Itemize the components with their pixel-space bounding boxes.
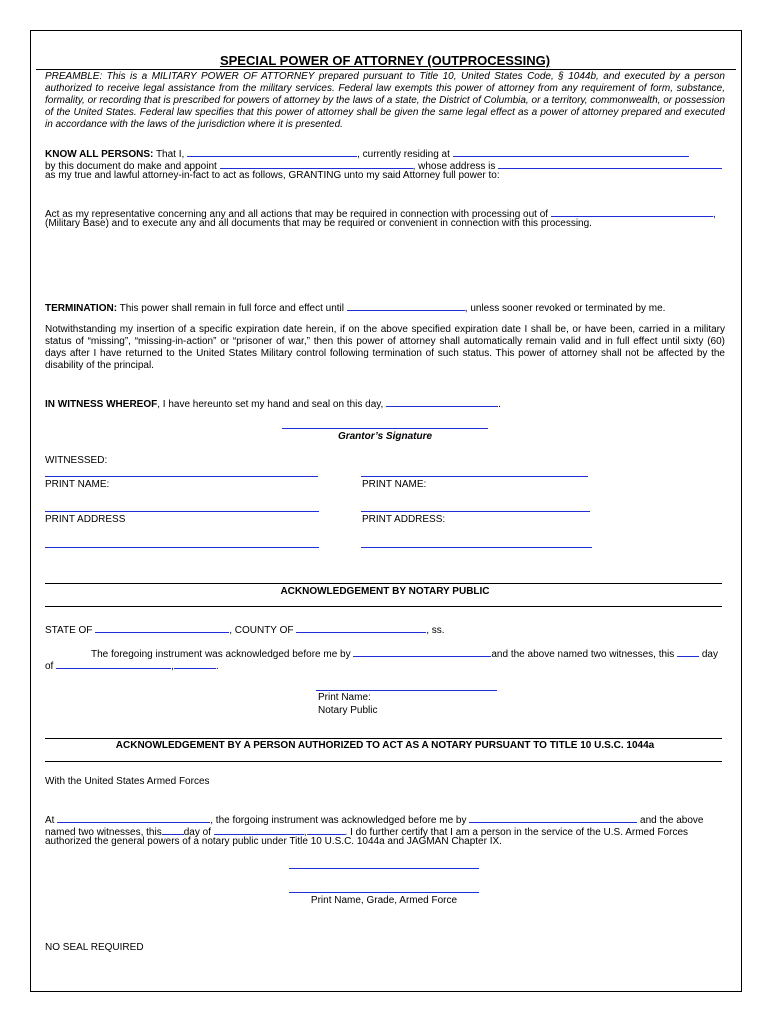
witness-1-print-name-label: PRINT NAME:: [45, 479, 110, 490]
notary-rule-bottom: [45, 606, 722, 607]
notary-year-field[interactable]: [174, 658, 216, 669]
signing-date-field[interactable]: [386, 396, 498, 407]
know-line-2: by this document do make and appoint , whose address is: [45, 158, 722, 173]
act-line-2: (Military Base) and to execute any and all documents that may be required or convenient in connection with this processing.: [45, 218, 592, 229]
military-base-field[interactable]: [551, 206, 713, 217]
state-field[interactable]: [95, 622, 229, 633]
know-label: KNOW ALL PERSONS:: [45, 149, 154, 160]
know-line-1: KNOW ALL PERSONS: That I, , currently residing at: [45, 146, 689, 161]
no-seal-label: NO SEAL REQUIRED: [45, 942, 144, 953]
foregoing-line-2: of , .: [45, 658, 219, 673]
witness-1-print-address-label: PRINT ADDRESS: [45, 514, 126, 525]
notary-signature-field[interactable]: [316, 690, 497, 691]
termination-date-field[interactable]: [347, 300, 465, 311]
witness-whereof-line: IN WITNESS WHEREOF, I have hereunto set my hand and seal on this day, .: [45, 396, 501, 411]
witness-2-print-name-label: PRINT NAME:: [362, 479, 427, 490]
notwithstanding-text: Notwithstanding my insertion of a specific expiration date herein, if on the above specified expiration date I shall be, or have been, carried in a military status of “missing”, “missing-in-action” or “prisoner of war,” then this power of attorney shall automatically remain valid and in full effect until sixty (60) days after I have returned to the United States Military control following termination of such status. This power of attorney shall not be affected by the disability of the principal.: [45, 324, 725, 371]
grantor-signature-field[interactable]: [282, 428, 488, 429]
notary-print-name-label: Print Name:: [318, 692, 371, 703]
at-line-2: named two witnesses, this day of , . I do further certify that I am a person in the service of the U.S. Armed Forces: [45, 824, 688, 839]
witness-whereof-label: IN WITNESS WHEREOF: [45, 399, 158, 410]
armed-signature-line-1[interactable]: [289, 868, 479, 869]
foregoing-line-1: The foregoing instrument was acknowledged before me by and the above named two witnesses, this day: [91, 646, 718, 661]
notary-public-label: Notary Public: [318, 705, 378, 716]
preamble-text: PREAMBLE: This is a MILITARY POWER OF ATTORNEY prepared pursuant to Title 10, United States Code, § 1044b, and executed by a person authorized to receive legal assistance from the military services. Federal law exempts this power of attorney from any requirement of form, substance, formality, or recording that is prescribed for powers of attorney by the laws of a state, the District of Columbia, or a territory, commonwealth, or possession of the United States. Federal law specifies that this power of attorney shall be given the same legal effect as a power of attorney prepared and executed in accordance with the laws of the jurisdiction where it is presented.: [45, 71, 725, 130]
witness-2-name-field[interactable]: [361, 511, 590, 512]
at-line-3: authorized the general powers of a notary public under Title 10 U.S.C. 1044a and JAGMAN Chapter IX.: [45, 836, 502, 847]
armed-heading: ACKNOWLEDGEMENT BY A PERSON AUTHORIZED TO ACT AS A NOTARY PURSUANT TO TITLE 10 U.S.C. 1044a: [115, 740, 655, 751]
title-rule: [36, 69, 736, 70]
armed-rule-bottom: [45, 761, 722, 762]
grantor-signature-label: Grantor’s Signature: [337, 431, 433, 442]
armed-rule-top: [45, 738, 722, 739]
know-line-3: as my true and lawful attorney-in-fact to act as follows, GRANTING unto my said Attorney full power to:: [45, 170, 500, 181]
notary-month-field[interactable]: [56, 658, 171, 669]
witness-1-signature-field[interactable]: [45, 476, 318, 477]
county-field[interactable]: [296, 622, 426, 633]
state-county-line: STATE OF , COUNTY OF , ss.: [45, 622, 445, 637]
witness-2-signature-field[interactable]: [361, 476, 588, 477]
notary-rule-top: [45, 583, 722, 584]
armed-signature-line-2[interactable]: [289, 892, 479, 893]
at-line-1: At , the forgoing instrument was acknowledged before me by and the above: [45, 812, 703, 827]
termination-line: TERMINATION: This power shall remain in full force and effect until , unless sooner revoked or terminated by me.: [45, 300, 665, 315]
notary-day-field[interactable]: [677, 646, 699, 657]
armed-day-field[interactable]: [162, 824, 184, 835]
termination-label: TERMINATION:: [45, 303, 118, 314]
armed-forces-label: With the United States Armed Forces: [45, 776, 210, 787]
grantor-residence-field[interactable]: [453, 146, 689, 157]
witness-2-print-address-label: PRINT ADDRESS:: [362, 514, 446, 525]
attorney-name-field[interactable]: [220, 158, 413, 169]
witness-1-name-field[interactable]: [45, 511, 319, 512]
grantor-name-field[interactable]: [187, 146, 357, 157]
armed-acknowledged-by-field[interactable]: [469, 812, 637, 823]
attorney-address-field[interactable]: [498, 158, 722, 169]
acknowledged-by-field[interactable]: [353, 646, 491, 657]
at-location-field[interactable]: [57, 812, 210, 823]
armed-year-field[interactable]: [307, 824, 345, 835]
act-line-1: Act as my representative concerning any and all actions that may be required in connection with processing out of ,: [45, 206, 716, 221]
page-title: SPECIAL POWER OF ATTORNEY (OUTPROCESSING): [219, 53, 551, 68]
print-name-grade-label: Print Name, Grade, Armed Force: [310, 895, 458, 906]
witnessed-label: WITNESSED:: [45, 455, 108, 466]
armed-month-field[interactable]: [214, 824, 304, 835]
notary-heading: ACKNOWLEDGEMENT BY NOTARY PUBLIC: [280, 586, 490, 597]
witness-2-address-field[interactable]: [361, 547, 592, 548]
witness-1-address-field[interactable]: [45, 547, 319, 548]
